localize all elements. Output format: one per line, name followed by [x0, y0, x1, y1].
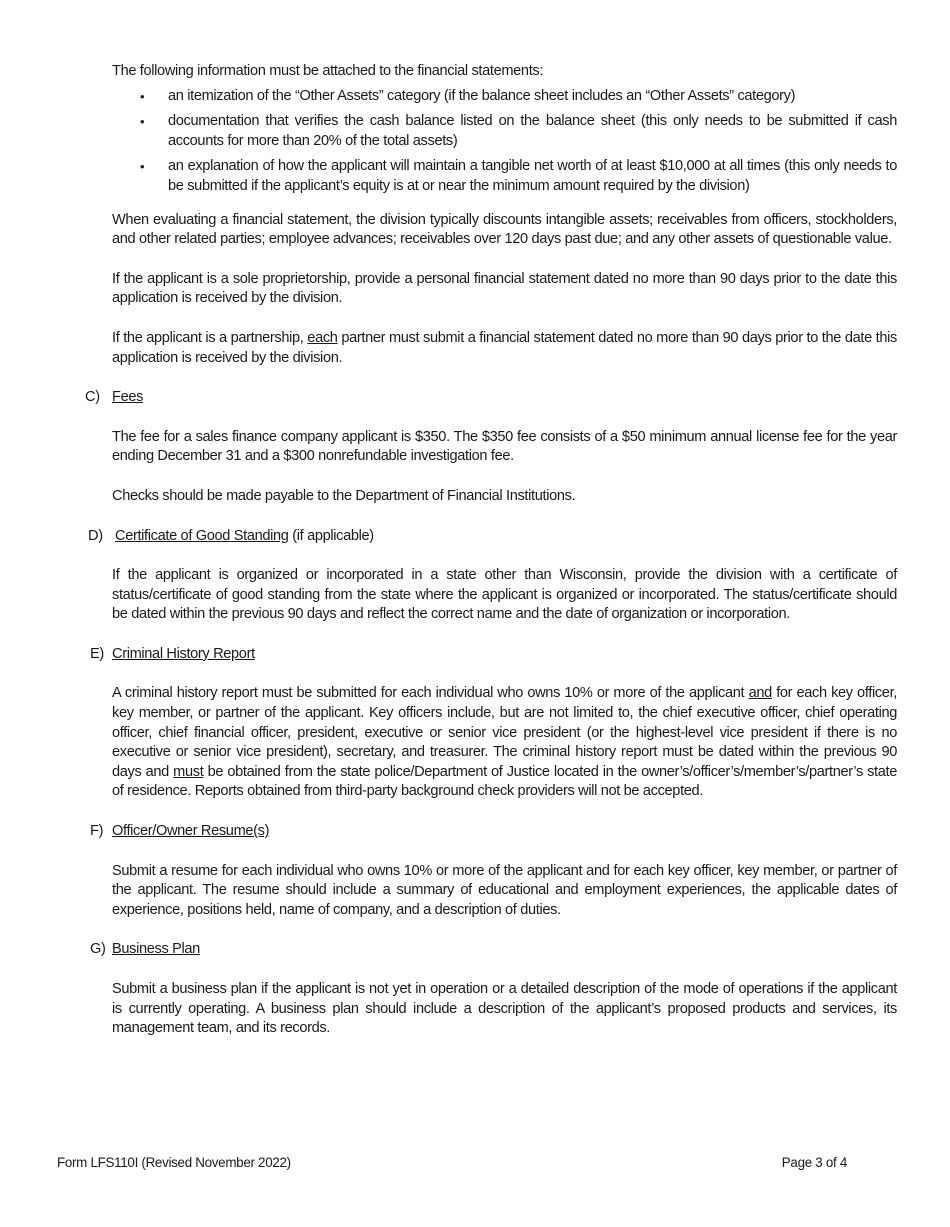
list-item	[112, 157, 897, 196]
page-number: Page 3 of 4	[781, 1155, 847, 1170]
section-criminal-history	[90, 645, 897, 802]
intro-text: The following information must be attached to the financial statements:	[112, 63, 544, 79]
partnership-paragraph	[112, 329, 897, 368]
bullet-icon: •	[140, 114, 145, 130]
section-heading	[90, 645, 897, 665]
section-letter: E)	[90, 645, 104, 662]
partnership-text-start: If the applicant is a partnership,	[112, 329, 308, 346]
section-letter: F)	[90, 823, 104, 840]
document-content	[85, 62, 897, 1039]
criminal-emphasis-must: must	[173, 763, 204, 780]
sole-proprietorship-paragraph: If the applicant is a sole proprietorship, provide a personal financial statement dated no more than 90 days prior to the date this application is received by the division.	[112, 270, 897, 307]
bullet-icon: •	[140, 88, 145, 104]
section-title: Criminal History Report	[112, 645, 255, 662]
criminal-text-b: for each key officer, key member, or partner of the applicant. Key officers include, but are not limited to, the chief executive officer, chief operating officer, chief financial officer, president, executive or senior vice president (or the highest-level vice president if there is no executive or senior vice president), secretary, and treasurer. The criminal history report must be dated within the previous 90 days and	[112, 685, 897, 780]
list-item	[112, 112, 897, 151]
section-letter: G)	[90, 941, 106, 958]
fees-paragraph: The fee for a sales finance company applicant is $350. The $350 fee consists of a $50 minimum annual license fee for the year ending December 31 and a $300 nonrefundable investigation fee.	[112, 428, 897, 465]
section-letter: C)	[85, 389, 100, 406]
section-heading	[85, 388, 897, 408]
attachment-list	[112, 87, 897, 197]
resume-paragraph: Submit a resume for each individual who owns 10% or more of the applicant and for each key officer, key member, or partner of the applicant. The resume should include a summary of educational and employment experiences, the applicable dates of experience, positions held, name of company, and a description of duties.	[112, 862, 897, 918]
section-heading	[90, 940, 897, 960]
checks-paragraph: Checks should be made payable to the Department of Financial Institutions.	[112, 487, 576, 504]
section-title: Business Plan	[112, 941, 200, 958]
section-letter: D)	[88, 527, 103, 544]
list-item-text: an itemization of the “Other Assets” category (if the balance sheet includes an “Other Assets” category)	[168, 87, 796, 104]
criminal-text-c: be obtained from the state police/Department of Justice located in the owner’s/officer’s/member’s/partner’s state of residence. Reports obtained from third-party background check providers will not be accepted.	[112, 763, 897, 800]
partnership-text-end: partner must submit a financial statement dated no more than 90 days prior to the date this application is received by the division.	[112, 329, 897, 366]
bullet-icon: •	[140, 159, 145, 175]
business-plan-paragraph: Submit a business plan if the applicant is not yet in operation or a detailed description of the mode of operations if the applicant is currently operating. A business plan should include a description of the applicant’s proposed products and services, its management team, and its records.	[112, 981, 897, 1037]
good-standing-paragraph: If the applicant is organized or incorporated in a state other than Wisconsin, provide the division with a certificate of status/certificate of good standing from the state where the applicant is organized or incorporated. The status/certificate should be dated within the previous 90 days and reflect the correct name and the date of organization or incorporation.	[112, 567, 897, 623]
list-item-text: an explanation of how the applicant will maintain a tangible net worth of at least $10,000 at all times (this only needs to be submitted if the applicant’s equity is at or near the minimum amount required by the division)	[168, 158, 897, 194]
criminal-history-paragraph	[112, 684, 897, 802]
list-item	[112, 87, 897, 107]
list-item-text: documentation that verifies the cash balance listed on the balance sheet (this only needs to be submitted if cash accounts for more than 20% of the total assets)	[168, 113, 897, 149]
section-title: Certificate of Good Standing	[115, 527, 289, 544]
section-fees	[85, 388, 897, 506]
section-heading	[88, 527, 897, 547]
section-heading	[90, 822, 897, 842]
criminal-text-a: A criminal history report must be submitted for each individual who owns 10% or more of the applicant	[112, 685, 749, 702]
section-title-suffix: (if applicable)	[288, 527, 374, 544]
section-title: Officer/Owner Resume(s)	[112, 823, 270, 840]
section-title: Fees	[112, 389, 144, 406]
criminal-emphasis-and: and	[748, 685, 772, 702]
evaluating-paragraph: When evaluating a financial statement, the division typically discounts intangible assets; receivables from officers, stockholders, and other related parties; employee advances; receivables over 120 days past due; and any other assets of questionable value.	[112, 211, 897, 248]
form-number: Form LFS110I (Revised November 2022)	[57, 1155, 291, 1170]
partnership-emphasis: each	[307, 329, 338, 346]
section-good-standing	[88, 527, 897, 625]
section-resumes	[90, 822, 897, 920]
section-business-plan	[90, 940, 897, 1038]
